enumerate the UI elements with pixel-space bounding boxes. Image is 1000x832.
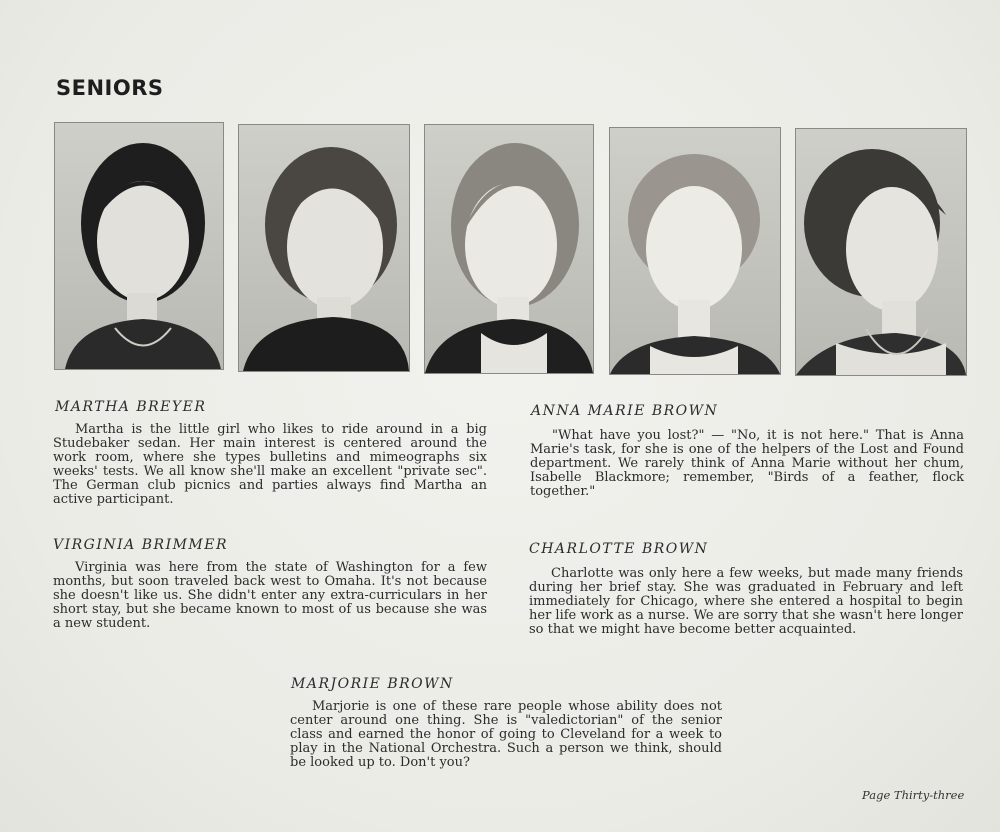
senior-bio-marjorie-brown: Marjorie is one of these rare people whose ability does not center around one thing. She is "valedictorian" of the senior class and earned the honor of going to Cleveland for a week to play in the National Orchestra. Such a person we think, should be looked up to. Don't you? <box>290 699 722 770</box>
portrait-image <box>425 125 593 373</box>
senior-name-marjorie-brown: MARJORIE BROWN <box>291 676 454 692</box>
page-number: Page Thirty-three <box>862 788 965 802</box>
portrait-photo-1 <box>54 122 224 370</box>
portrait-image <box>55 123 223 369</box>
portrait-photo-5 <box>795 128 967 376</box>
portrait-photo-4 <box>609 127 781 375</box>
portrait-photo-3 <box>424 124 594 374</box>
portrait-photo-2 <box>238 124 410 372</box>
page-title: SENIORS <box>56 76 164 100</box>
senior-name-martha-breyer: MARTHA BREYER <box>55 399 207 415</box>
senior-name-charlotte-brown: CHARLOTTE BROWN <box>529 541 709 557</box>
senior-bio-charlotte-brown: Charlotte was only here a few weeks, but made many friends during her brief stay. She was graduated in February and left immediately for Chicago, where she entered a hospital to begin her life work as a nurse. We are sorry that she wasn't here longer so that we might have become better acquainted. <box>529 566 964 637</box>
portrait-image <box>796 129 966 375</box>
portrait-image <box>239 125 409 371</box>
senior-name-anna-marie-brown: ANNA MARIE BROWN <box>531 403 719 419</box>
senior-bio-martha-breyer: Martha is the little girl who likes to ride around in a big Studebaker sedan. Her main interest is centered around the work room, where she types bulletins and mimeographs six weeks' tests. We all know she'll make an excellent "private sec". The German club picnics and parties always find Martha an active participant. <box>53 422 487 507</box>
senior-name-virginia-brimmer: VIRGINIA BRIMMER <box>53 537 229 553</box>
senior-bio-anna-marie-brown: "What have you lost?" — "No, it is not here." That is Anna Marie's task, for she is one of the helpers of the Lost and Found department. We rarely think of Anna Marie without her chum, Isabelle Blackmore; remember, "Birds of a feather, flock together." <box>530 428 964 499</box>
senior-bio-virginia-brimmer: Virginia was here from the state of Washington for a few months, but soon traveled back west to Omaha. It's not because she doesn't like us. She didn't enter any extra-curriculars in her short stay, but she became known to most of us because she was a new student. <box>53 560 487 631</box>
portrait-image <box>610 128 780 374</box>
